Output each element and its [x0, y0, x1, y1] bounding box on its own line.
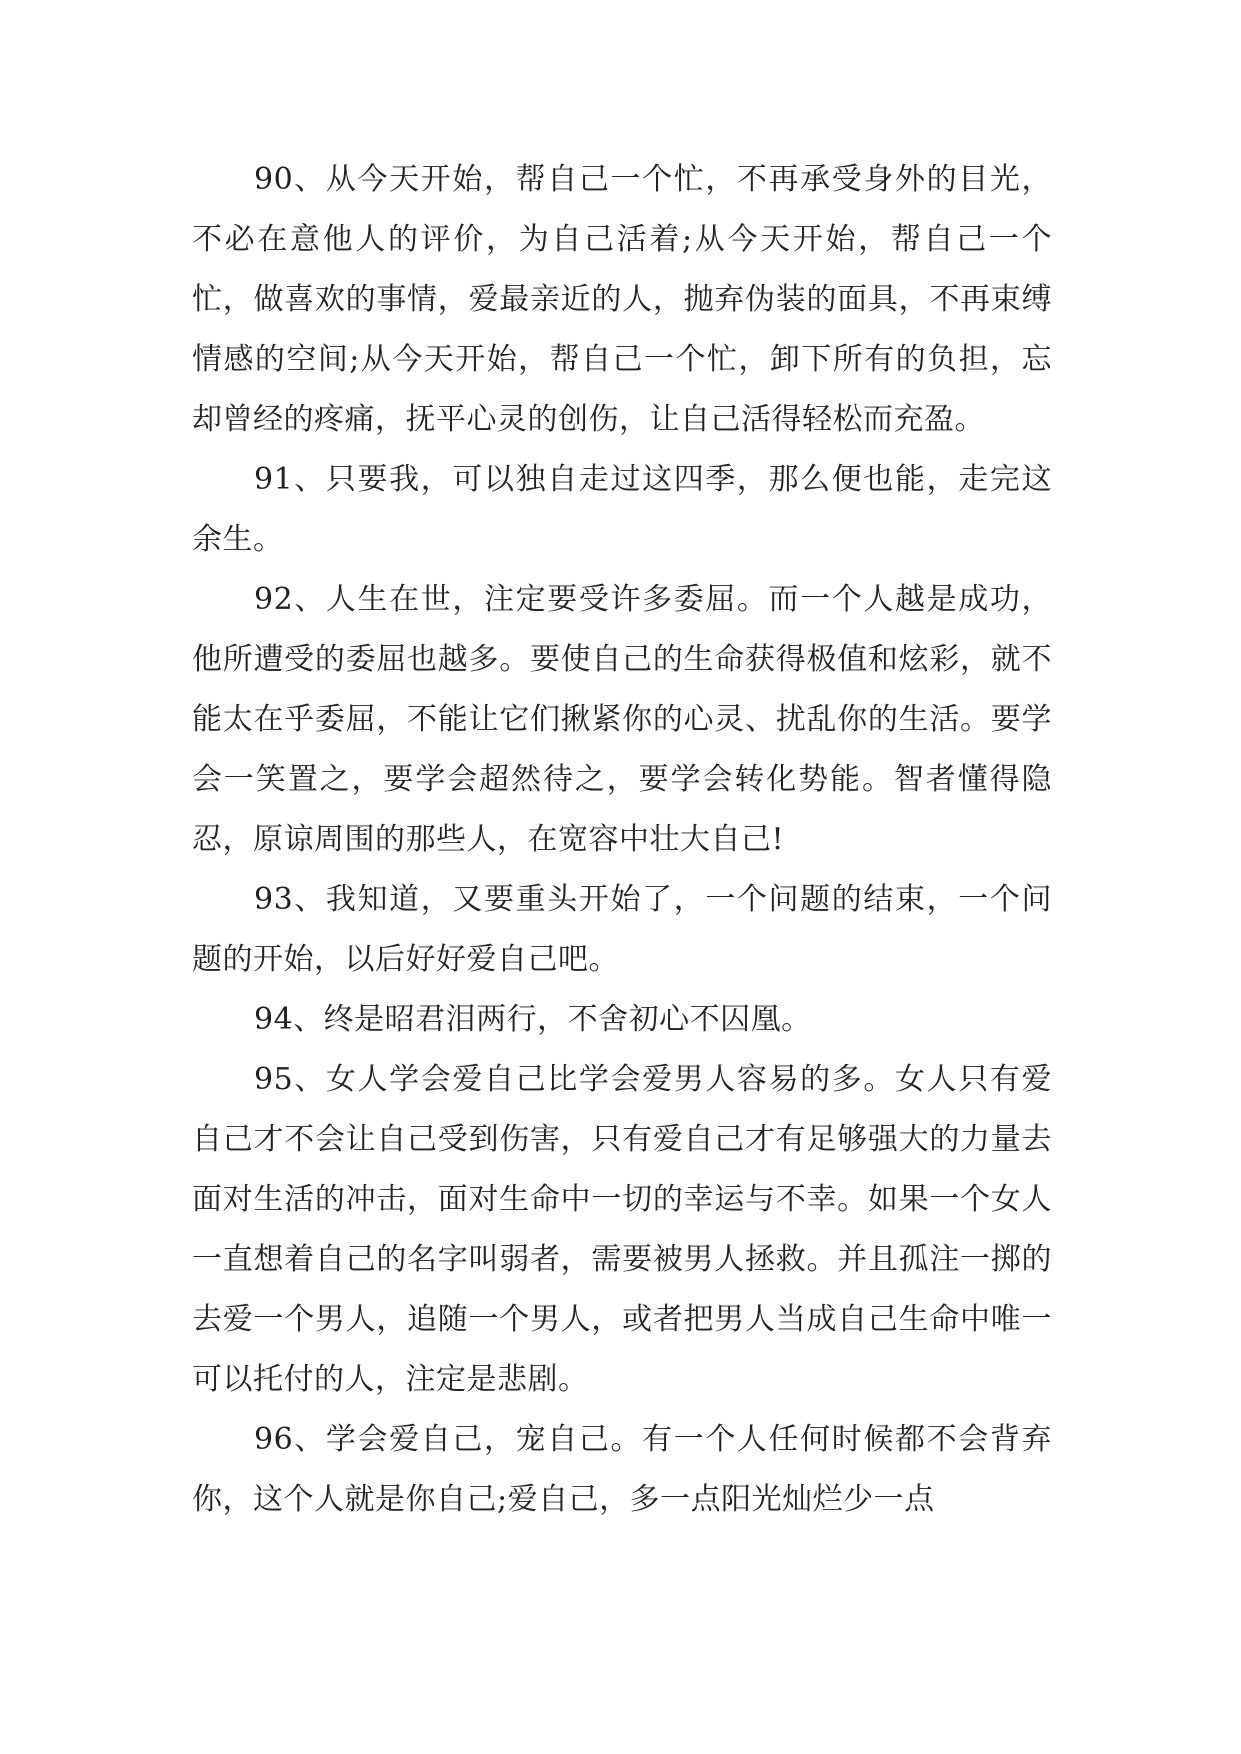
- paragraph-92: 92、人生在世，注定要受许多委屈。而一个人越是成功，他所遭受的委屈也越多。要使自己的生命获得极值和炫彩，就不能太在乎委屈，不能让它们揪紧你的心灵、扰乱你的生活。要学会一笑置之，要学会超然待之，要学会转化势能。智者懂得隐忍，原谅周围的那些人，在宽容中壮大自己!: [192, 582, 1052, 857]
- paragraph-95: 95、女人学会爱自己比学会爱男人容易的多。女人只有爱自己才不会让自己受到伤害，只有爱自己才有足够强大的力量去面对生活的冲击，面对生命中一切的幸运与不幸。如果一个女人一直想着自己的名字叫弱者，需要被男人拯救。并且孤注一掷的去爱一个男人，追随一个男人，或者把男人当成自己生命中唯一可以托付的人，注定是悲剧。: [192, 1062, 1052, 1397]
- paragraph-91: 91、只要我，可以独自走过这四季，那么便也能，走完这余生。: [192, 462, 1052, 557]
- paragraph-96: 96、学会爱自己，宠自己。有一个人任何时候都不会背弃你，这个人就是你自己;爱自己，多一点阳光灿烂少一点: [192, 1422, 1052, 1517]
- paragraph-90: 90、从今天开始，帮自己一个忙，不再承受身外的目光，不必在意他人的评价，为自己活着;从今天开始，帮自己一个忙，做喜欢的事情，爱最亲近的人，抛弃伪装的面具，不再束缚情感的空间;从今天开始，帮自己一个忙，卸下所有的负担，忘却曾经的疼痛，抚平心灵的创伤，让自己活得轻松而充盈。: [192, 162, 1052, 437]
- document-body: [192, 150, 1052, 1530]
- paragraph-94: 94、终是昭君泪两行，不舍初心不囚凰。: [254, 1002, 812, 1037]
- paragraph-93: 93、我知道，又要重头开始了，一个问题的结束，一个问题的开始，以后好好爱自己吧。: [192, 882, 1052, 977]
